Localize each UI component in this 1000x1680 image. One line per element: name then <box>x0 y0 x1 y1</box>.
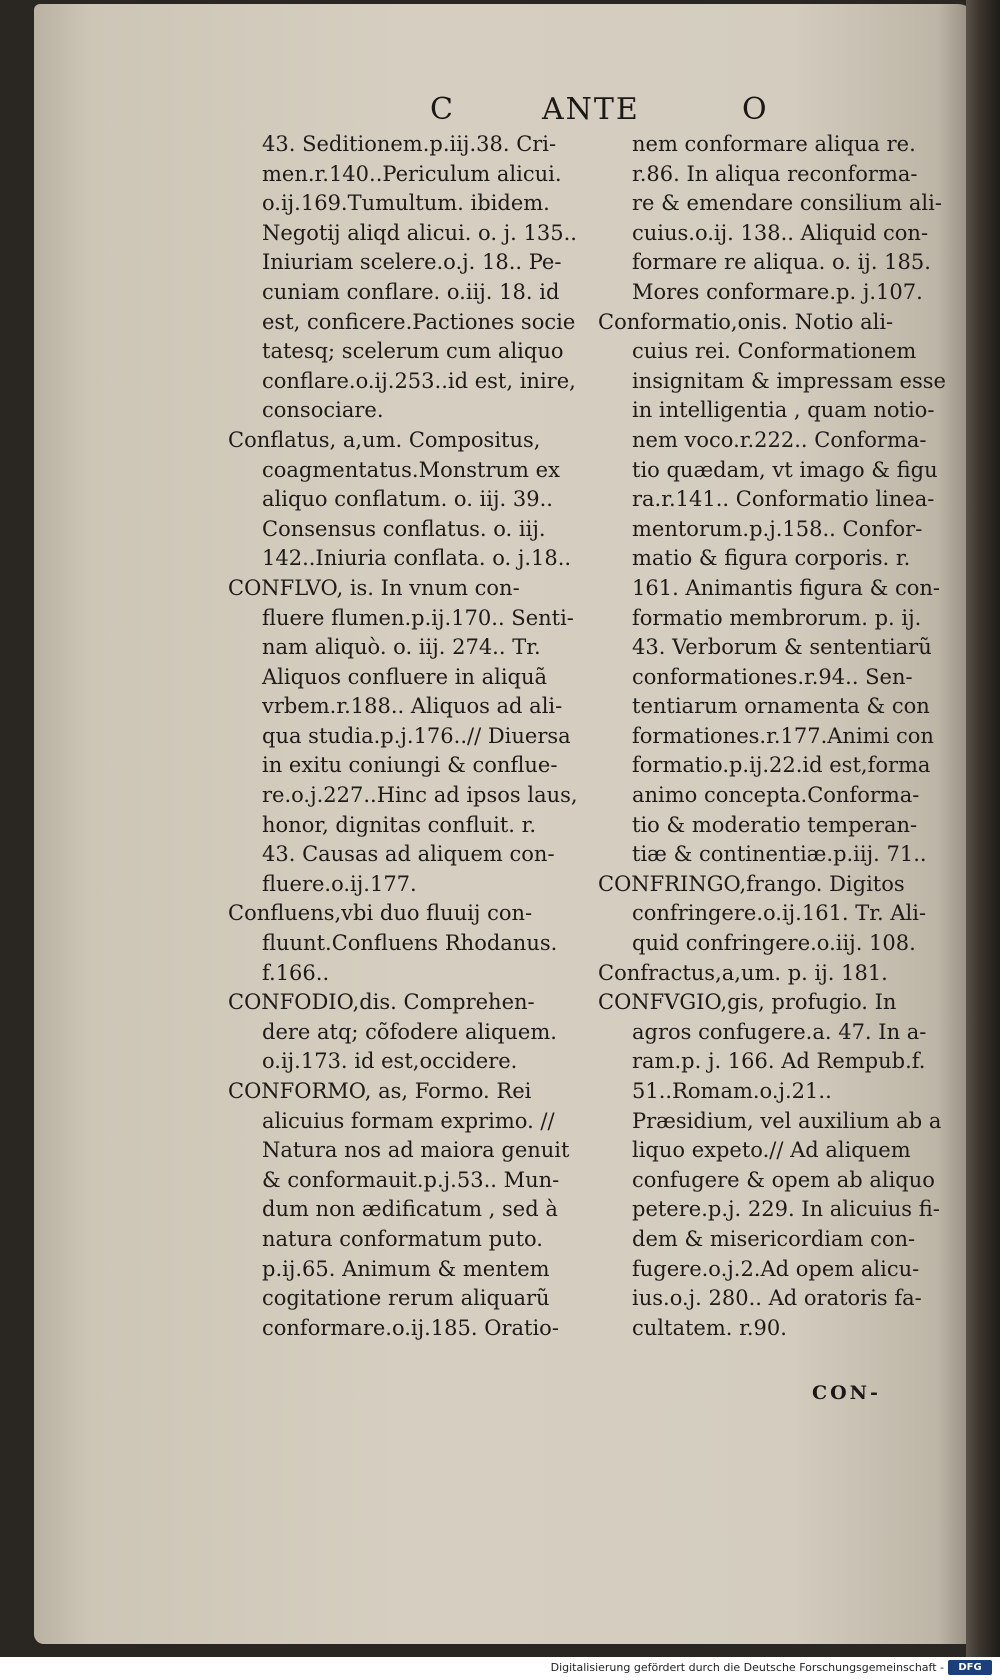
text-line: 51..Romam.o.j.21.. <box>632 1079 832 1103</box>
text-line: p.ij.65. Animum & mentem <box>262 1256 550 1281</box>
text-line: tio quædam, vt imago & figu <box>632 457 938 482</box>
text-line: re & emendare consilium ali- <box>632 191 942 216</box>
text-line: CONFODIO,dis. Comprehen- <box>228 990 535 1015</box>
text-line: confugere & opem ab aliquo <box>632 1167 935 1192</box>
text-line: natura conformatum puto. <box>262 1226 543 1251</box>
catchword: CON- <box>812 1382 881 1404</box>
text-line: dem & misericordiam con- <box>632 1226 916 1251</box>
text-line: cultatem. r.90. <box>632 1315 787 1340</box>
text-line: conflare.o.ij.253..id est, inire, <box>262 368 576 393</box>
running-head-left: C <box>430 92 455 127</box>
right-column <box>598 130 963 1343</box>
text-line: Consensus conflatus. o. iij. <box>262 516 546 541</box>
text-line: fluere flumen.p.ij.170.. Senti- <box>262 605 574 630</box>
text-line: cogitatione rerum aliquarũ <box>262 1286 550 1311</box>
left-column <box>228 130 618 1343</box>
text-line: tio & moderatio temperan- <box>632 812 918 837</box>
text-line: ra.r.141.. Conformatio linea- <box>632 487 935 512</box>
text-line: fluere.o.ij.177. <box>262 871 417 896</box>
text-line: formatio.p.ij.22.id est,forma <box>632 753 931 778</box>
dfg-logo: DFG <box>948 1660 992 1675</box>
text-line: cuius.o.ij. 138.. Aliquid con- <box>632 220 929 245</box>
text-line: liquo expeto.// Ad aliquem <box>632 1138 911 1163</box>
text-line: ius.o.j. 280.. Ad oratoris fa- <box>632 1286 922 1311</box>
text-line: fluunt.Confluens Rhodanus. <box>262 931 558 956</box>
text-line: CONFORMO, as, Formo. Rei <box>228 1079 532 1103</box>
text-line: o.ij.173. id est,occidere. <box>262 1049 518 1074</box>
text-line: in intelligentia , quam notio- <box>632 398 935 423</box>
text-line: formationes.r.177.Animi con <box>632 723 934 748</box>
text-line: Negotij aliqd alicui. o. j. 135.. <box>262 220 577 245</box>
text-line: fugere.o.j.2.Ad opem alicu- <box>632 1256 920 1281</box>
text-line: insignitam & impressam esse <box>632 368 946 393</box>
text-line: aliquo conflatum. o. iij. 39.. <box>262 487 553 512</box>
text-line: Confractus,a,um. p. ij. 181. <box>598 960 888 985</box>
text-line: alicuius formam exprimo. // <box>262 1108 555 1133</box>
text-line: petere.p.j. 229. In alicuius fi- <box>632 1197 940 1222</box>
text-line: conformare.o.ij.185. Oratio- <box>262 1315 559 1340</box>
text-line: Natura nos ad maiora genuit <box>262 1138 570 1163</box>
text-line: men.r.140..Periculum alicui. <box>262 161 562 186</box>
text-line: Confluens,vbi duo fluuij con- <box>228 901 533 926</box>
text-line: CONFVGIO,gis, profugio. In <box>598 990 897 1015</box>
text-line: cuniam conflare. o.iij. 18. id <box>262 279 560 304</box>
text-line: ram.p. j. 166. Ad Rempub.f. <box>632 1049 926 1074</box>
text-line: Præsidium, vel auxilium ab a <box>632 1108 942 1133</box>
text-line: animo concepta.Conforma- <box>632 783 920 808</box>
footer-bar <box>0 1657 1000 1680</box>
text-line: 43. Causas ad aliquem con- <box>262 842 555 867</box>
text-line: honor, dignitas confluit. r. <box>262 812 537 837</box>
text-line: consociare. <box>262 398 384 423</box>
text-line: nem voco.r.222.. Conforma- <box>632 427 927 452</box>
text-line: dere atq; cõfodere aliquem. <box>262 1019 557 1044</box>
running-head-middle: ANTE <box>542 92 640 127</box>
text-line: Aliquos confluere in aliquã <box>262 664 548 689</box>
text-line: Mores conformare.p. j.107. <box>632 279 923 304</box>
text-line: qua studia.p.j.176..// Diuersa <box>262 723 571 748</box>
text-line: Conflatus, a,um. Compositus, <box>228 427 541 452</box>
text-line: Iniuriam scelere.o.j. 18.. Pe- <box>262 250 562 275</box>
text-line: agros confugere.a. 47. In a- <box>632 1019 927 1044</box>
text-line: coagmentatus.Monstrum ex <box>262 457 560 482</box>
text-line: nem conformare aliqua re. <box>632 132 916 156</box>
text-line: est, conficere.Pactiones socie <box>262 309 576 334</box>
text-line: 43. Seditionem.p.iij.38. Cri- <box>262 132 557 156</box>
text-line: mentorum.p.j.158.. Confor- <box>632 516 923 541</box>
text-line: cuius rei. Conformationem <box>632 339 917 364</box>
text-line: tentiarum ornamenta & con <box>632 694 930 719</box>
text-line: f.166.. <box>262 960 330 985</box>
running-head <box>430 92 790 132</box>
text-line: in exitu coniungi & conflue- <box>262 753 558 778</box>
text-line: Conformatio,onis. Notio ali- <box>598 309 894 334</box>
text-line: conformationes.r.94.. Sen- <box>632 664 913 689</box>
text-line: vrbem.r.188.. Aliquos ad ali- <box>262 694 563 719</box>
text-line: CONFRINGO,frango. Digitos <box>598 871 905 896</box>
text-line: & conformauit.p.j.53.. Mun- <box>262 1167 560 1192</box>
footer-credit: Digitalisierung gefördert durch die Deutsche Forschungsgemeinschaft - <box>550 1661 944 1674</box>
text-line: matio & figura corporis. r. <box>632 546 911 571</box>
text-line: re.o.j.227..Hinc ad ipsos laus, <box>262 783 578 808</box>
text-line: confringere.o.ij.161. Tr. Ali- <box>632 901 927 926</box>
text-line: dum non ædificatum , sed à <box>262 1197 558 1222</box>
text-line: r.86. In aliqua reconforma- <box>632 161 918 186</box>
book-edge <box>966 0 1000 1657</box>
text-line: tiæ & continentiæ.p.iij. 71.. <box>632 842 927 867</box>
text-line: 161. Animantis figura & con- <box>632 575 941 600</box>
text-line: CONFLVO, is. In vnum con- <box>228 575 520 600</box>
running-head-right: O <box>742 92 769 127</box>
text-line: formare re aliqua. o. ij. 185. <box>632 250 931 275</box>
text-line: o.ij.169.Tumultum. ibidem. <box>262 191 550 216</box>
text-line: formatio membrorum. p. ij. <box>632 605 922 630</box>
text-line: 43. Verborum & sententiarũ <box>632 635 932 660</box>
text-line: nam aliquò. o. iij. 274.. Tr. <box>262 635 541 660</box>
text-line: 142..Iniuria conflata. o. j.18.. <box>262 546 572 571</box>
text-line: quid confringere.o.iij. 108. <box>632 931 916 956</box>
text-line: tatesq; scelerum cum aliquo <box>262 339 564 364</box>
